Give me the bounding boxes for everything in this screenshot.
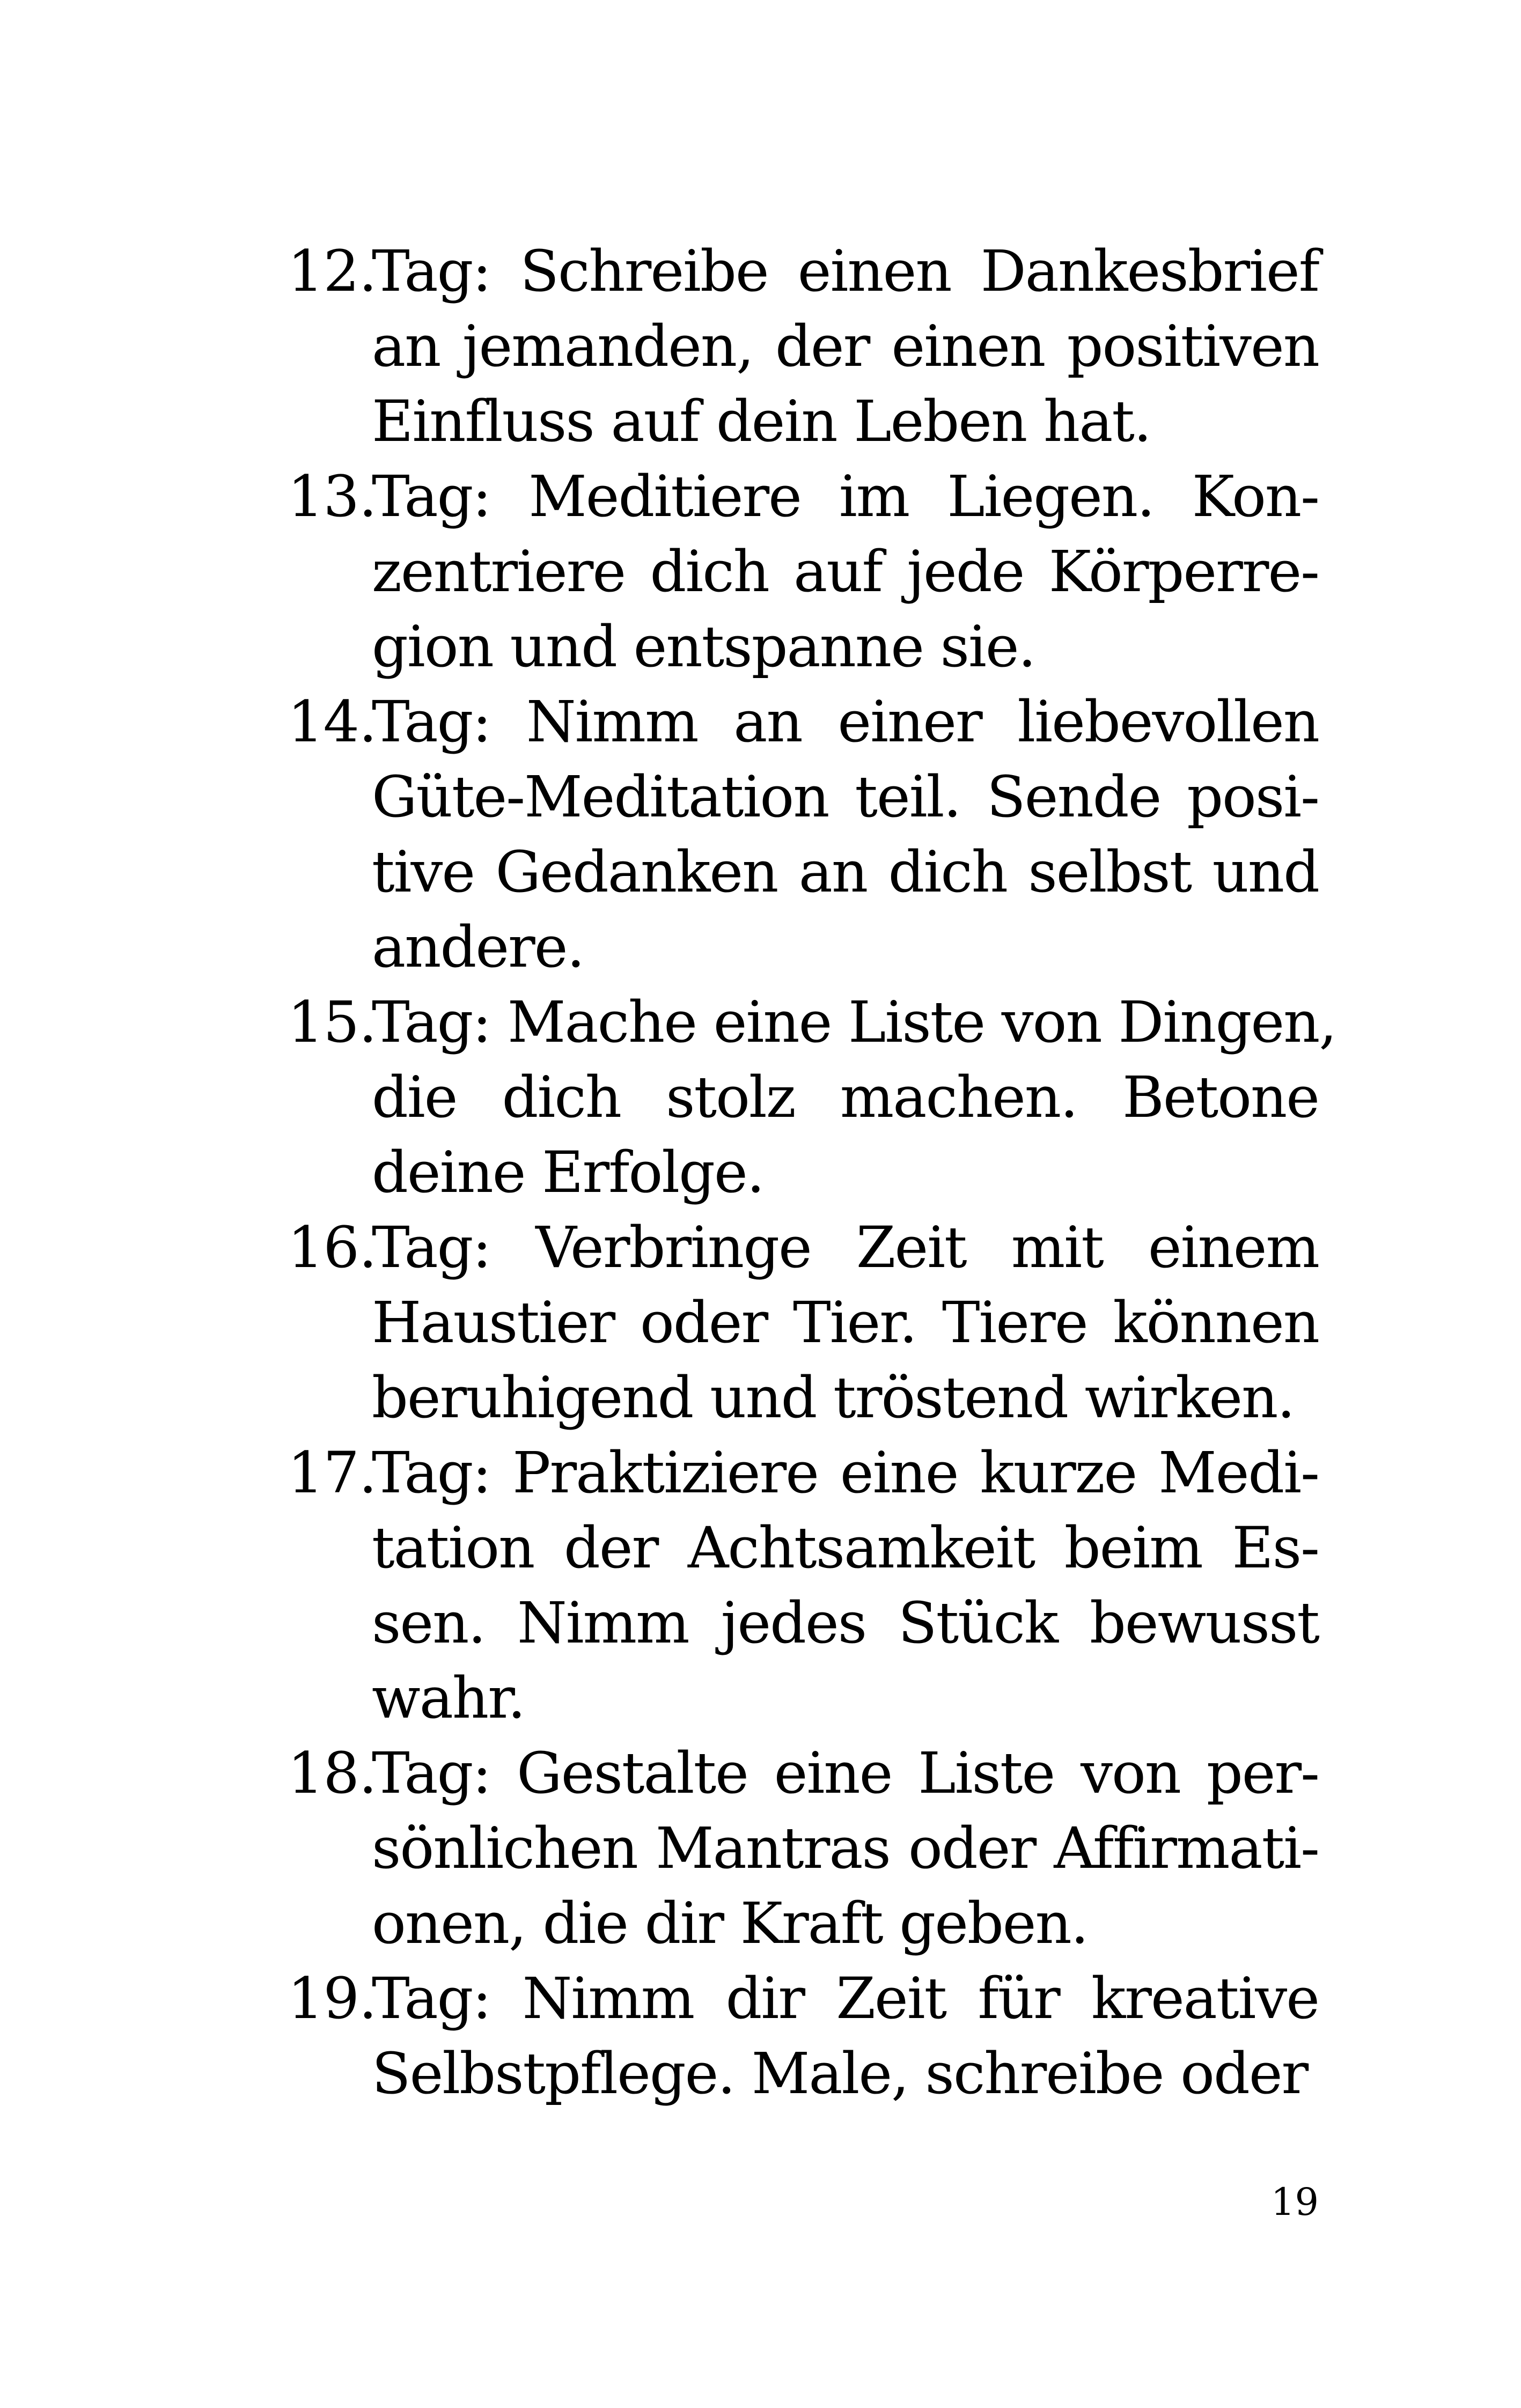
item-text-line: Selbstpflege. Male, schreibe oder	[372, 2041, 1308, 2107]
item-text-line: die dich stolz machen. Betone	[372, 1064, 1319, 1130]
item-text-line: Haustier oder Tier. Tiere können	[372, 1290, 1319, 1356]
item-number: 14.	[288, 689, 377, 755]
list-item	[288, 1210, 1319, 1435]
item-number: 18.	[288, 1740, 377, 1806]
item-text-line: tation der Achtsamkeit beim Es-	[372, 1515, 1319, 1581]
list-item	[288, 684, 1319, 985]
item-number: 16.	[288, 1214, 377, 1280]
item-number: 15.	[288, 989, 377, 1055]
item-text-line: Tag: Mache eine Liste von Dingen,	[372, 989, 1336, 1055]
list-item	[288, 459, 1319, 684]
list-item	[288, 1435, 1319, 1736]
item-text-line: beruhigend und tröstend wirken.	[372, 1365, 1295, 1431]
item-text-line: gion und entspanne sie.	[372, 614, 1035, 680]
item-text-line: Tag: Nimm an einer liebevollen	[372, 689, 1319, 755]
list-item	[288, 1961, 1319, 2111]
item-text-line: onen, die dir Kraft geben.	[372, 1890, 1088, 1956]
item-number: 17.	[288, 1440, 377, 1506]
item-text-line: sönlichen Mantras oder Affirmati-	[372, 1815, 1319, 1881]
item-text-line: Tag: Praktiziere eine kurze Medi-	[372, 1440, 1319, 1506]
item-text-line: zentriere dich auf jede Körperre-	[372, 539, 1319, 605]
list-item	[288, 985, 1336, 1210]
item-text-line: wahr.	[372, 1665, 525, 1731]
item-text-line: Güte-Meditation teil. Sende posi-	[372, 764, 1319, 830]
list-item	[288, 234, 1319, 459]
item-text-line: sen. Nimm jedes Stück bewusst	[372, 1590, 1319, 1656]
item-number: 12.	[288, 238, 377, 304]
item-text-line: deine Erfolge.	[372, 1139, 764, 1205]
item-text-line: Tag: Meditiere im Liegen. Kon-	[372, 463, 1319, 529]
list-item	[288, 1736, 1319, 1961]
item-text-line: Tag: Schreibe einen Dankesbrief	[372, 238, 1319, 304]
item-text-line: andere.	[372, 914, 584, 980]
item-text-line: Tag: Nimm dir Zeit für kreative	[372, 1965, 1319, 2031]
item-text-line: an jemanden, der einen positiven	[372, 313, 1319, 379]
item-number: 13.	[288, 463, 377, 529]
item-text-line: Tag: Gestalte eine Liste von per-	[372, 1740, 1319, 1806]
item-text-line: Einfluss auf dein Leben hat.	[372, 388, 1151, 454]
item-text-line: tive Gedanken an dich selbst und	[372, 839, 1319, 905]
page-number: 19	[1270, 2180, 1319, 2224]
item-number: 19.	[288, 1965, 377, 2031]
daily-task-list	[288, 234, 1336, 2111]
item-text-line: Tag: Verbringe Zeit mit einem	[372, 1214, 1319, 1280]
